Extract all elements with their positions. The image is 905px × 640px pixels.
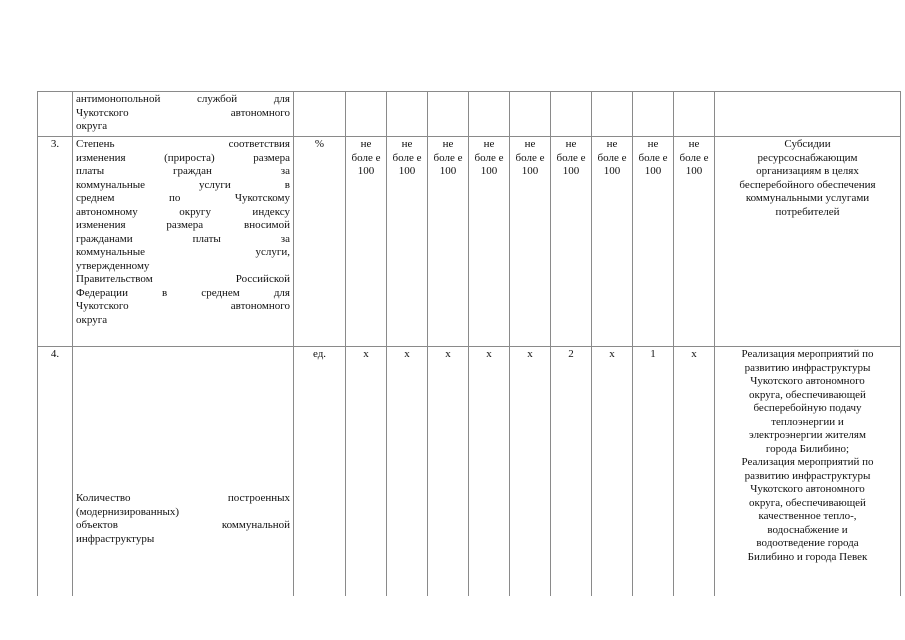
unit-cell (294, 92, 346, 137)
measure-description-line: Реализация мероприятий по (741, 348, 874, 360)
indicator-name-cell (73, 137, 294, 347)
year-value-cell: х (592, 347, 633, 597)
measure-description-line: ресурсоснабжающим (757, 151, 858, 164)
year-value-cell: не боле е 100 (551, 137, 592, 347)
measure-description-line: Билибино и города Певек (747, 550, 868, 563)
year-value-cell: х (674, 347, 715, 597)
year-value-cell (551, 92, 592, 137)
year-value-cell: не боле е 100 (346, 137, 387, 347)
indicator-name-line: Чукотского автономного (76, 106, 290, 119)
measure-description-line: развитию инфраструктуры (744, 469, 871, 482)
year-value-cell: х (469, 347, 510, 597)
indicator-name-line: инфраструктуры (76, 532, 155, 545)
table-row (38, 137, 901, 347)
year-value-cell: х (387, 347, 428, 597)
year-value-cell: х (346, 347, 387, 597)
row-number (38, 92, 73, 137)
indicator-name (76, 138, 290, 327)
measure-description-cell (715, 137, 901, 347)
indicator-name-line: антимонопольной службой для (76, 93, 290, 105)
indicator-name-line: коммунальные услуги, (76, 246, 290, 258)
indicator-name-line: Федерации в среднем для (76, 286, 290, 299)
year-value-cell: 2 (551, 347, 592, 597)
measure-description-cell (715, 92, 901, 137)
measure-description-line: Чукотского автономного (750, 375, 865, 387)
indicator-name-line: утвержденному (76, 259, 150, 272)
year-value-cell (633, 92, 674, 137)
measure-description-line: водоснабжение и (767, 523, 848, 536)
measure-description-cell (715, 347, 901, 597)
indicator-name-line: коммунальные услуги в (76, 178, 290, 191)
indicator-name-line: гражданами платы за (76, 232, 290, 245)
measure-description-line: качественное тепло-, (758, 510, 857, 522)
measure-description-line: организациям в целях (756, 165, 859, 177)
measure-description-line: города Билибино; (765, 442, 850, 455)
year-value-cell: не боле е 100 (510, 137, 551, 347)
year-value-cell (428, 92, 469, 137)
unit-cell: ед. (294, 347, 346, 597)
indicator-name-line: Чукотского автономного (76, 300, 290, 312)
year-value-cell: не боле е 100 (633, 137, 674, 347)
year-value-cell: 1 (633, 347, 674, 597)
indicator-name-line: округа (76, 120, 108, 132)
measure-description-line: бесперебойную подачу (753, 402, 862, 414)
measure-description-line: Субсидии (784, 138, 831, 150)
indicator-name-line: платы граждан за (76, 165, 290, 177)
year-value-cell (469, 92, 510, 137)
measure-description-line: коммунальными услугами (745, 192, 870, 204)
measure-description-line: водоотведение города (756, 537, 859, 549)
year-value-cell: не боле е 100 (674, 137, 715, 347)
year-value-cell (387, 92, 428, 137)
indicator-name-line: автономному округу индексу (76, 205, 290, 218)
table-row (38, 347, 901, 597)
unit-cell: % (294, 137, 346, 347)
year-value-cell (674, 92, 715, 137)
table-row (38, 92, 901, 137)
indicator-name-line: Правительством Российской (76, 273, 290, 285)
year-value-cell (510, 92, 551, 137)
year-value-cell: х (510, 347, 551, 597)
indicator-name (76, 397, 290, 546)
year-value-cell (346, 92, 387, 137)
indicator-name-cell (73, 347, 294, 597)
measure-description-line: округа, обеспечивающей (749, 388, 866, 401)
year-value-cell: х (428, 347, 469, 597)
year-value-cell: не боле е 100 (387, 137, 428, 347)
indicator-name-line: Количество построенных (76, 492, 290, 504)
measure-description-line: округа, обеспечивающей (749, 496, 866, 509)
table-body (38, 92, 901, 597)
measure-description-line: потребителей (775, 205, 840, 218)
year-value-cell (592, 92, 633, 137)
indicator-name-cell (73, 92, 294, 137)
indicator-name-line: изменения (прироста) размера (76, 151, 290, 164)
year-value-cell: не боле е 100 (428, 137, 469, 347)
indicator-name (76, 93, 290, 134)
indicator-name-line: изменения размера вносимой (76, 219, 290, 231)
row-number: 3. (38, 137, 73, 347)
measure-description-line: развитию инфраструктуры (744, 361, 871, 374)
row-number: 4. (38, 347, 73, 597)
measure-description-line: бесперебойного обеспечения (739, 178, 876, 191)
measure-description-line: Реализация мероприятий по (741, 456, 874, 468)
year-value-cell: не боле е 100 (469, 137, 510, 347)
indicator-name-line: объектов коммунальной (76, 519, 290, 531)
measure-description-line: Чукотского автономного (750, 483, 865, 495)
measure-description-line: теплоэнергии и (771, 415, 844, 428)
indicator-name-line: округа (76, 313, 108, 326)
indicator-name-line: среднем по Чукотскому (76, 192, 290, 204)
indicator-name-line: Степень соответствия (76, 138, 290, 150)
year-value-cell: не боле е 100 (592, 137, 633, 347)
indicators-table (37, 91, 901, 596)
measure-description-line: электроэнергии жителям (749, 429, 866, 441)
indicator-name-line: (модернизированных) (76, 505, 180, 518)
